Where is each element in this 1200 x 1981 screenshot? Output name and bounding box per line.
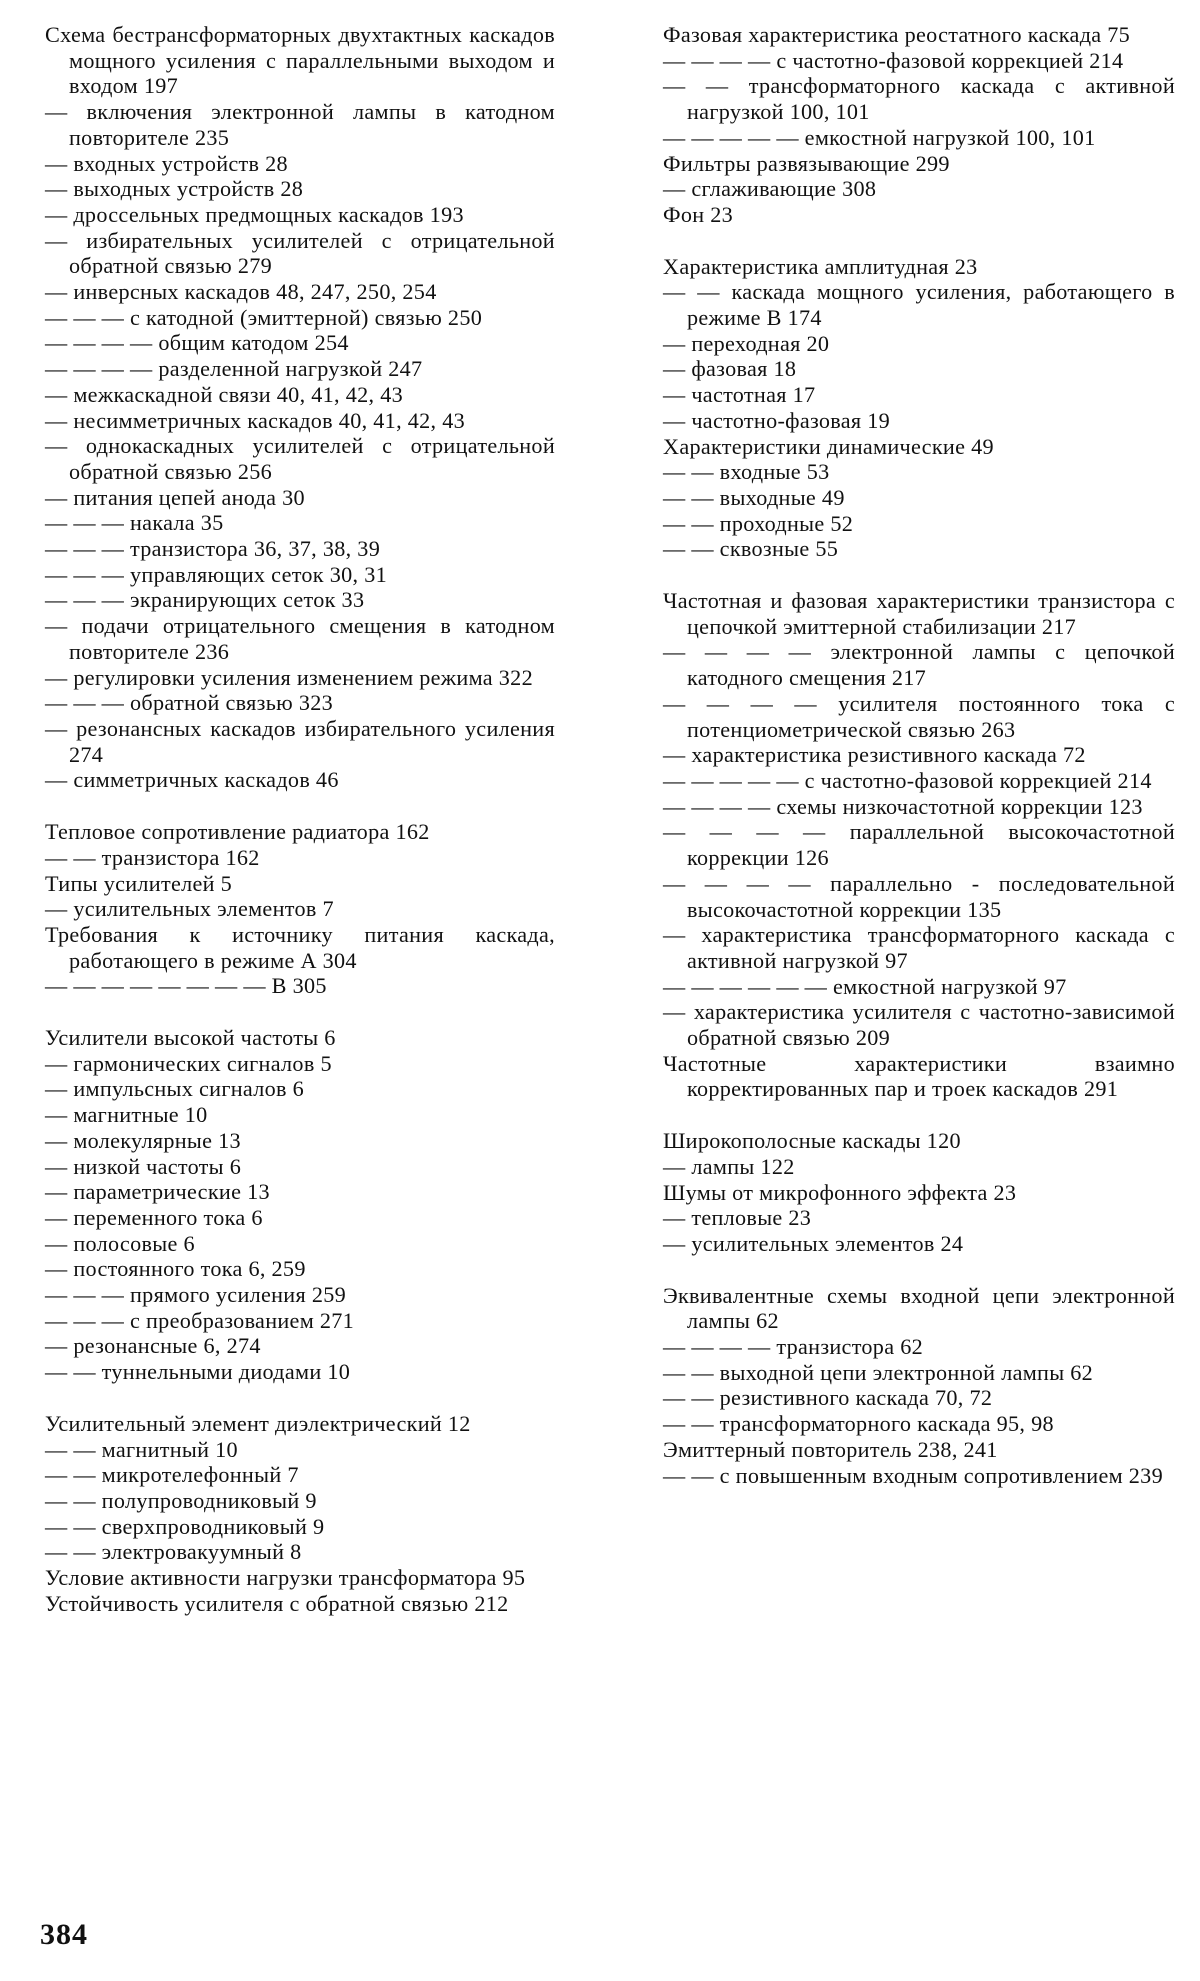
index-entry: — полосовые 6 bbox=[45, 1230, 195, 1256]
index-entry: Схема бестрансформаторных двухтактных каскадов мощного усиления с параллельными выходом и входом 197 bbox=[45, 22, 555, 99]
index-entry: Усилители высокой частоты 6 bbox=[45, 1025, 336, 1051]
index-entry: — — с повышенным входным сопротивлением 239 bbox=[663, 1462, 1163, 1488]
index-entry: — параметрические 13 bbox=[45, 1179, 270, 1205]
index-entry: — симметричных каскадов 46 bbox=[45, 767, 339, 793]
index-entry: — — магнитный 10 bbox=[45, 1436, 238, 1462]
index-entry: — питания цепей анода 30 bbox=[45, 484, 305, 510]
index-entry: Характеристика амплитудная 23 bbox=[663, 253, 978, 279]
index-entry: — включения электронной лампы в катодном повторителе 235 bbox=[45, 99, 555, 150]
index-entry: — — резистивного каскада 70, 72 bbox=[663, 1385, 993, 1411]
index-entry: — подачи отрицательного смещения в катодном повторителе 236 bbox=[45, 613, 555, 664]
index-entry: — — — накала 35 bbox=[45, 510, 224, 536]
index-entry: — — трансформаторного каскада с активной нагрузкой 100, 101 bbox=[663, 73, 1175, 125]
index-entry: — межкаскадной связи 40, 41, 42, 43 bbox=[45, 381, 404, 407]
index-entry: — частотная 17 bbox=[663, 382, 816, 408]
index-entry: — переменного тока 6 bbox=[45, 1204, 263, 1230]
index-entry: — — — — с частотно-фазовой коррекцией 214 bbox=[663, 47, 1124, 73]
index-entry: — — — управляющих сеток 30, 31 bbox=[45, 561, 388, 587]
page-number: 384 bbox=[40, 1918, 88, 1951]
index-entry: — — транзистора 162 bbox=[45, 844, 260, 870]
index-entry: — — полупроводниковый 9 bbox=[45, 1487, 317, 1513]
index-entry: — усилительных элементов 24 bbox=[663, 1230, 964, 1256]
index-entry: — тепловые 23 bbox=[663, 1205, 812, 1231]
index-entry: — — входные 53 bbox=[663, 459, 830, 485]
index-entry: — усилительных элементов 7 bbox=[45, 896, 334, 922]
group-gap bbox=[45, 793, 555, 819]
index-entry: — — — обратной связью 323 bbox=[45, 690, 334, 716]
index-entry: — — проходные 52 bbox=[663, 510, 854, 536]
index-entry: — — — прямого усиления 259 bbox=[45, 1282, 347, 1308]
index-entry: — частотно-фазовая 19 bbox=[663, 407, 891, 433]
index-entry: — избирательных усилителей с отрицательной обратной связью 279 bbox=[45, 227, 555, 279]
index-entry: — — — — параллельной высокочастотной коррекции 126 bbox=[663, 819, 1175, 871]
index-entry: — резонансные 6, 274 bbox=[45, 1333, 261, 1359]
index-entry: — — каскада мощного усиления, работающего в режиме В 174 bbox=[663, 279, 1175, 331]
index-entry: — — — — разделенной нагрузкой 247 bbox=[45, 356, 423, 382]
index-entry: Фон 23 bbox=[663, 201, 734, 227]
index-entry: — — сквозные 55 bbox=[663, 536, 839, 562]
index-entry: — — выходные 49 bbox=[663, 484, 845, 510]
index-entry: — резонансных каскадов избирательного усиления 274 bbox=[45, 715, 555, 767]
index-entry: Эквивалентные схемы входной цепи электронной лампы 62 bbox=[663, 1282, 1175, 1334]
index-entry: — — — — — с частотно-фазовой коррекцией 214 bbox=[663, 767, 1152, 793]
index-entry: — магнитные 10 bbox=[45, 1102, 208, 1128]
index-entry: — сглаживающие 308 bbox=[663, 176, 877, 202]
index-entry: Фильтры развязывающие 299 bbox=[663, 150, 950, 176]
index-entry: — — — экранирующих сеток 33 bbox=[45, 587, 365, 613]
index-entry: — входных устройств 28 bbox=[45, 150, 288, 176]
index-entry: — несимметричных каскадов 40, 41, 42, 43 bbox=[45, 407, 466, 433]
index-entry: — характеристика усилителя с частотно-зависимой обратной связью 209 bbox=[663, 999, 1175, 1051]
index-entry: — — — — параллельно - последовательной высокочастотной коррекции 135 bbox=[663, 870, 1175, 922]
index-entry: — фазовая 18 bbox=[663, 356, 797, 382]
index-entry: — — выходной цепи электронной лампы 62 bbox=[663, 1359, 1094, 1385]
index-entry: Требования к источнику питания каскада, работающего в режиме А 304 bbox=[45, 921, 555, 973]
index-entry: Широкополосные каскады 120 bbox=[663, 1128, 961, 1154]
index-entry: Усилительный элемент диэлектрический 12 bbox=[45, 1410, 471, 1436]
index-entry: — лампы 122 bbox=[663, 1153, 795, 1179]
index-entry: Типы усилителей 5 bbox=[45, 870, 233, 896]
index-entry: Частотные характеристики взаимно корректированных пар и троек каскадов 291 bbox=[663, 1050, 1175, 1102]
index-entry: — — — — общим катодом 254 bbox=[45, 330, 349, 356]
index-entry: — — — транзистора 36, 37, 38, 39 bbox=[45, 536, 381, 562]
index-entry: — переходная 20 bbox=[663, 330, 830, 356]
index-entry: — — — с катодной (эмиттерной) связью 250 bbox=[45, 304, 483, 330]
index-entry: — характеристика трансформаторного каскада с активной нагрузкой 97 bbox=[663, 922, 1175, 973]
index-entry: — — электровакуумный 8 bbox=[45, 1539, 302, 1565]
index-entry: — — трансформаторного каскада 95, 98 bbox=[663, 1411, 1054, 1437]
index-entry: — гармонических сигналов 5 bbox=[45, 1050, 332, 1076]
index-left-column bbox=[45, 22, 555, 1616]
index-entry: — — — — транзистора 62 bbox=[663, 1334, 923, 1360]
index-entry: — характеристика резистивного каскада 72 bbox=[663, 742, 1086, 768]
index-entry: — импульсных сигналов 6 bbox=[45, 1076, 305, 1102]
index-right-column bbox=[663, 22, 1175, 1488]
index-entry: — постоянного тока 6, 259 bbox=[45, 1256, 306, 1282]
index-entry: — — сверхпроводниковый 9 bbox=[45, 1513, 325, 1539]
index-entry: Устойчивость усилителя с обратной связью 212 bbox=[45, 1590, 509, 1616]
index-entry: — — — — — — емкостной нагрузкой 97 bbox=[663, 973, 1067, 999]
index-entry: Фазовая характеристика реостатного каскада 75 bbox=[663, 22, 1131, 47]
group-gap bbox=[663, 1257, 1175, 1283]
group-gap bbox=[45, 999, 555, 1025]
group-gap bbox=[663, 228, 1175, 254]
index-entry: — низкой частоты 6 bbox=[45, 1153, 242, 1179]
index-entry: — — — — схемы низкочастотной коррекции 123 bbox=[663, 793, 1143, 819]
index-entry: — инверсных каскадов 48, 247, 250, 254 bbox=[45, 279, 437, 305]
index-entry: — — туннельными диодами 10 bbox=[45, 1359, 351, 1385]
index-entry: — — микротелефонный 7 bbox=[45, 1462, 299, 1488]
index-entry: Характеристики динамические 49 bbox=[663, 433, 994, 459]
index-entry: Условие активности нагрузки трансформатора 95 bbox=[45, 1565, 526, 1591]
index-entry: — — — — электронной лампы с цепочкой катодного смещения 217 bbox=[663, 639, 1175, 691]
index-entry: — однокаскадных усилителей с отрицательной обратной связью 256 bbox=[45, 433, 555, 484]
group-gap bbox=[663, 1102, 1175, 1128]
group-gap bbox=[663, 562, 1175, 588]
index-entry: — дроссельных предмощных каскадов 193 bbox=[45, 201, 464, 227]
index-entry: — — — — — — — — В 305 bbox=[45, 973, 327, 999]
index-entry: Эмиттерный повторитель 238, 241 bbox=[663, 1436, 998, 1462]
index-entry: Тепловое сопротивление радиатора 162 bbox=[45, 819, 430, 845]
index-entry: — выходных устройств 28 bbox=[45, 176, 304, 202]
index-entry: Шумы от микрофонного эффекта 23 bbox=[663, 1179, 1017, 1205]
index-entry: — регулировки усиления изменением режима 322 bbox=[45, 664, 533, 690]
index-entry: — молекулярные 13 bbox=[45, 1127, 241, 1153]
index-entry: — — — — усилителя постоянного тока с потенциометрической связью 263 bbox=[663, 690, 1175, 742]
group-gap bbox=[45, 1385, 555, 1411]
index-entry: Частотная и фазовая характеристики транзистора с цепочкой эмиттерной стабилизации 217 bbox=[663, 588, 1175, 639]
index-entry: — — — — — емкостной нагрузкой 100, 101 bbox=[663, 124, 1096, 150]
index-entry: — — — с преобразованием 271 bbox=[45, 1307, 355, 1333]
